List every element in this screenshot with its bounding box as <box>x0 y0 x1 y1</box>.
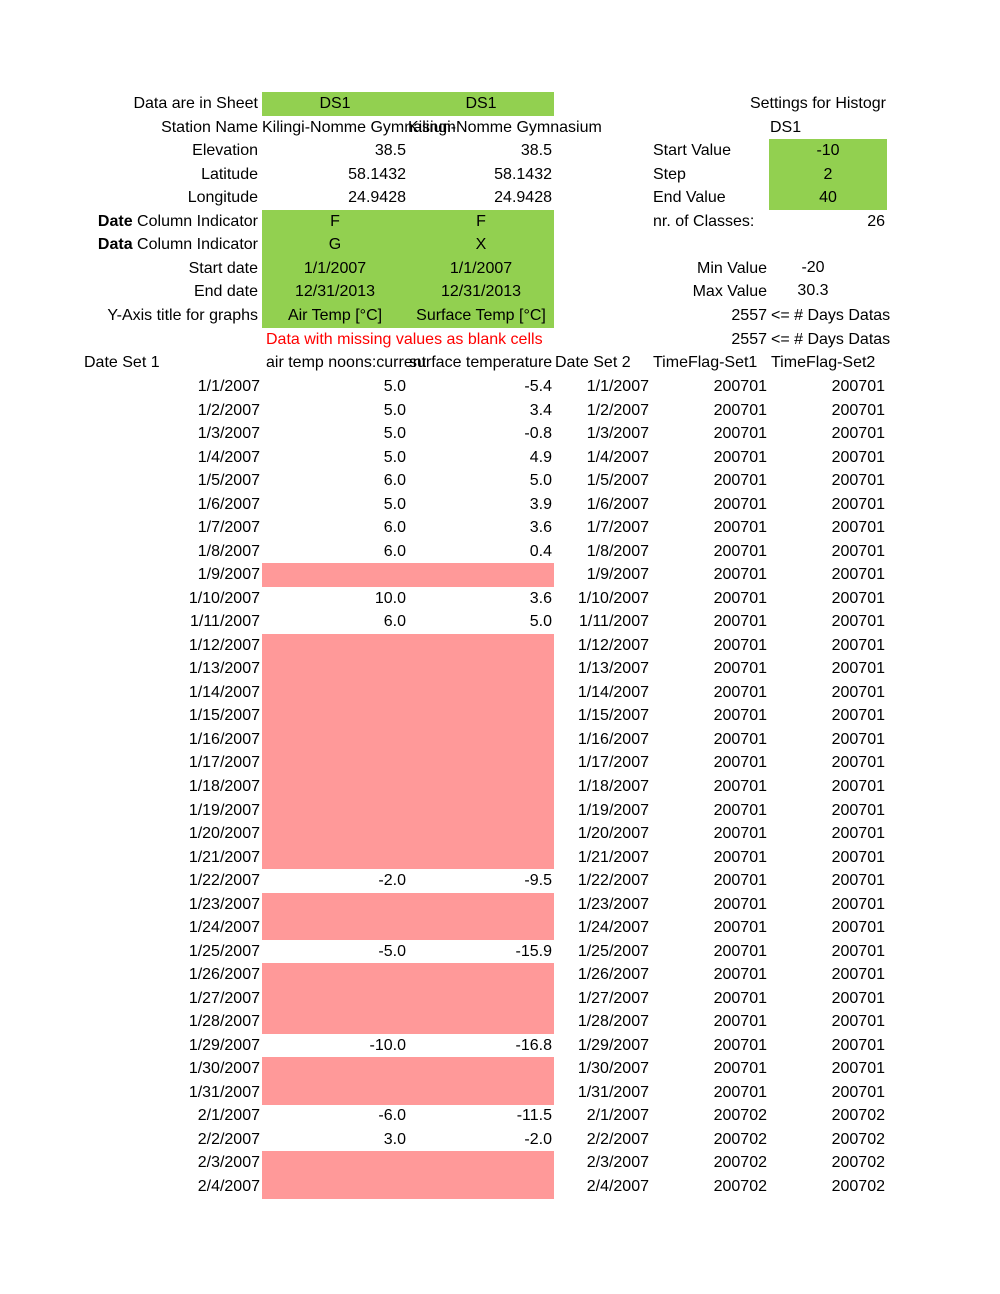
timeflag-set1-cell[interactable]: 200701 <box>713 919 767 937</box>
column-header-air-temp: air temp noons:current <box>266 354 427 371</box>
timeflag-set1-cell[interactable]: 200701 <box>713 825 767 843</box>
air-temp-cell[interactable]: 5.0 <box>383 378 406 395</box>
timeflag-set1-cell[interactable]: 200701 <box>713 378 767 395</box>
timeflag-set2-cell[interactable]: 200701 <box>831 378 885 395</box>
surface-temp-cell[interactable] <box>408 1010 554 1034</box>
timeflag-set1-cell[interactable]: 200701 <box>713 1036 767 1054</box>
timeflag-set2-cell[interactable]: 200701 <box>831 425 885 443</box>
column-header-date-set2: Date Set 2 <box>555 354 631 371</box>
column-header-date-set1: Date Set 1 <box>84 354 160 371</box>
air-temp-cell[interactable]: 5.0 <box>383 495 406 513</box>
label-elevation: Elevation <box>192 142 258 159</box>
set2-date-column-input[interactable]: F <box>408 210 554 234</box>
timeflag-set1-cell[interactable]: 200701 <box>713 848 767 866</box>
timeflag-set1-cell[interactable]: 200701 <box>713 778 767 795</box>
set1-end-date-input[interactable]: 12/31/2013 <box>262 280 408 304</box>
timeflag-set1-cell[interactable]: 200701 <box>713 895 767 913</box>
date-set1-cell[interactable]: 1/25/2007 <box>188 942 260 960</box>
label-end-date: End date <box>193 283 258 300</box>
air-temp-cell[interactable]: 5.0 <box>383 425 406 443</box>
timeflag-set2-cell[interactable]: 200701 <box>831 495 885 513</box>
column-header-surface-temp: surface temperature <box>409 354 553 371</box>
date-set2-cell[interactable]: 1/6/2007 <box>586 495 649 513</box>
timeflag-set1-cell[interactable]: 200701 <box>713 660 767 678</box>
histogram-end-input[interactable]: 40 <box>769 186 887 210</box>
timeflag-set1-cell[interactable]: 200701 <box>713 801 767 819</box>
date-set2-cell[interactable]: 2/3/2007 <box>586 1154 649 1172</box>
date-set2-cell[interactable]: 1/16/2007 <box>577 730 649 748</box>
surface-temp-cell[interactable]: 3.6 <box>529 519 552 537</box>
air-temp-cell[interactable] <box>262 751 408 775</box>
histogram-min-value: -20 <box>801 259 825 276</box>
timeflag-set1-cell[interactable]: 200701 <box>713 1083 767 1101</box>
air-temp-cell[interactable] <box>262 799 408 823</box>
days-count-set2: 2557 <box>731 331 767 348</box>
surface-temp-cell[interactable] <box>408 634 554 658</box>
timeflag-set2-cell[interactable]: 200702 <box>831 1178 885 1196</box>
surface-temp-cell[interactable] <box>408 799 554 823</box>
air-temp-cell[interactable] <box>262 704 408 728</box>
date-set1-cell[interactable]: 1/20/2007 <box>188 825 260 843</box>
air-temp-cell[interactable] <box>262 822 408 846</box>
timeflag-set2-cell[interactable]: 200701 <box>831 1013 885 1031</box>
date-set1-cell[interactable]: 1/28/2007 <box>188 1013 260 1031</box>
timeflag-set1-cell[interactable]: 200701 <box>713 1060 767 1078</box>
date-set2-cell[interactable]: 1/18/2007 <box>577 778 649 795</box>
histogram-step-input[interactable]: 2 <box>769 163 887 187</box>
air-temp-cell[interactable]: -5.0 <box>378 942 406 960</box>
timeflag-set2-cell[interactable]: 200702 <box>831 1130 885 1148</box>
timeflag-set2-cell[interactable]: 200701 <box>831 589 885 607</box>
timeflag-set1-cell[interactable]: 200701 <box>713 989 767 1007</box>
date-set2-cell[interactable]: 2/1/2007 <box>586 1107 649 1125</box>
histogram-min-label: Min Value <box>697 260 767 277</box>
date-set2-cell[interactable]: 1/24/2007 <box>577 919 649 937</box>
timeflag-set2-cell[interactable]: 200701 <box>831 966 885 984</box>
air-temp-cell[interactable] <box>262 963 408 987</box>
set2-station-name[interactable]: Kilingi-Nomme Gymnasium <box>408 119 602 136</box>
timeflag-set2-cell[interactable]: 200701 <box>831 1083 885 1101</box>
date-set2-cell[interactable]: 1/3/2007 <box>586 425 649 443</box>
timeflag-set2-cell[interactable]: 200701 <box>831 542 885 560</box>
days-label-set2: <= # Days Datas <box>771 331 891 348</box>
timeflag-set2-cell[interactable]: 200701 <box>831 1060 885 1078</box>
date-set2-cell[interactable]: 1/14/2007 <box>577 683 649 701</box>
air-temp-cell[interactable]: 10.0 <box>374 589 406 607</box>
surface-temp-cell[interactable] <box>408 751 554 775</box>
date-set2-cell[interactable]: 1/4/2007 <box>586 448 649 466</box>
date-set2-cell[interactable]: 1/19/2007 <box>577 801 649 819</box>
timeflag-set2-cell[interactable]: 200701 <box>831 707 885 725</box>
date-set2-cell[interactable]: 1/13/2007 <box>577 660 649 678</box>
set2-elevation[interactable]: 38.5 <box>520 142 552 159</box>
set2-end-date-input[interactable]: 12/31/2013 <box>408 280 554 304</box>
date-set2-cell[interactable]: 1/20/2007 <box>577 825 649 843</box>
date-set1-cell[interactable]: 1/16/2007 <box>188 730 260 748</box>
date-set1-cell[interactable]: 1/27/2007 <box>188 989 260 1007</box>
surface-temp-cell[interactable]: 3.6 <box>529 589 552 607</box>
date-set1-cell[interactable]: 1/9/2007 <box>197 566 260 584</box>
date-set1-cell[interactable]: 1/31/2007 <box>188 1083 260 1101</box>
timeflag-set1-cell[interactable]: 200701 <box>713 683 767 701</box>
air-temp-cell[interactable] <box>262 893 408 917</box>
air-temp-cell[interactable] <box>262 1175 408 1199</box>
label-longitude: Longitude <box>187 189 258 206</box>
date-set2-cell[interactable]: 1/28/2007 <box>577 1013 649 1031</box>
surface-temp-cell[interactable] <box>408 846 554 870</box>
air-temp-cell[interactable]: 5.0 <box>383 448 406 466</box>
date-set1-cell[interactable]: 1/11/2007 <box>190 613 260 631</box>
timeflag-set2-cell[interactable]: 200701 <box>831 942 885 960</box>
date-set2-cell[interactable]: 1/27/2007 <box>577 989 649 1007</box>
surface-temp-cell[interactable]: 3.4 <box>529 401 552 419</box>
timeflag-set2-cell[interactable]: 200701 <box>831 401 885 419</box>
surface-temp-cell[interactable] <box>408 657 554 681</box>
surface-temp-cell[interactable]: 3.9 <box>529 495 552 513</box>
timeflag-set2-cell[interactable]: 200701 <box>831 636 885 654</box>
timeflag-set2-cell[interactable]: 200701 <box>831 825 885 843</box>
timeflag-set2-cell[interactable]: 200701 <box>831 613 885 631</box>
column-header-timeflag-set2: TimeFlag-Set2 <box>771 354 876 371</box>
air-temp-cell[interactable]: 6.0 <box>383 472 406 490</box>
set1-date-column-input[interactable]: F <box>262 210 408 234</box>
label-data-bold: Data <box>97 236 133 253</box>
date-set1-cell[interactable]: 1/13/2007 <box>188 660 260 678</box>
timeflag-set2-cell[interactable]: 200702 <box>831 1107 885 1125</box>
date-set1-cell[interactable]: 1/18/2007 <box>188 778 260 795</box>
timeflag-set1-cell[interactable]: 200701 <box>713 448 767 466</box>
set1-longitude[interactable]: 24.9428 <box>348 189 406 206</box>
timeflag-set2-cell[interactable]: 200701 <box>831 448 885 466</box>
timeflag-set1-cell[interactable]: 200701 <box>713 707 767 725</box>
date-set1-cell[interactable]: 1/12/2007 <box>188 636 260 654</box>
date-set1-cell[interactable]: 1/4/2007 <box>197 448 260 466</box>
surface-temp-cell[interactable]: -11.5 <box>516 1107 552 1125</box>
timeflag-set1-cell[interactable]: 200701 <box>713 613 767 631</box>
timeflag-set1-cell[interactable]: 200701 <box>713 472 767 490</box>
set1-station-name[interactable]: Kilingi-Nomme Gymnasium <box>262 119 456 136</box>
date-set1-cell[interactable]: 1/5/2007 <box>197 472 260 490</box>
timeflag-set2-cell[interactable]: 200701 <box>831 919 885 937</box>
histogram-step-label: Step <box>653 166 686 183</box>
date-set1-cell[interactable]: 1/26/2007 <box>188 966 260 984</box>
surface-temp-cell[interactable] <box>408 822 554 846</box>
histogram-end-label: End Value <box>653 189 726 206</box>
histogram-max-label: Max Value <box>692 283 767 300</box>
air-temp-cell[interactable] <box>262 1081 408 1105</box>
timeflag-set1-cell[interactable]: 200701 <box>713 730 767 748</box>
set2-sheet-input[interactable]: DS1 <box>408 92 554 116</box>
date-set2-cell[interactable]: 1/1/2007 <box>586 378 649 395</box>
label-date-bold: Date <box>97 213 133 230</box>
date-set2-cell[interactable]: 1/2/2007 <box>586 401 649 419</box>
timeflag-set1-cell[interactable]: 200702 <box>713 1130 767 1148</box>
timeflag-set1-cell[interactable]: 200702 <box>713 1107 767 1125</box>
air-temp-cell[interactable]: 6.0 <box>383 542 406 560</box>
air-temp-cell[interactable] <box>262 1010 408 1034</box>
timeflag-set2-cell[interactable]: 200701 <box>831 989 885 1007</box>
surface-temp-cell[interactable] <box>408 704 554 728</box>
set2-start-date-input[interactable]: 1/1/2007 <box>408 257 554 281</box>
label-station-name: Station Name <box>161 119 258 136</box>
timeflag-set2-cell[interactable]: 200701 <box>831 754 885 772</box>
surface-temp-cell[interactable]: 4.9 <box>529 448 552 466</box>
surface-temp-cell[interactable] <box>408 728 554 752</box>
date-set1-cell[interactable]: 1/7/2007 <box>197 519 260 537</box>
date-set2-cell[interactable]: 1/29/2007 <box>577 1036 649 1054</box>
surface-temp-cell[interactable] <box>408 563 554 587</box>
histogram-max-value: 30.3 <box>797 282 829 299</box>
set2-data-column-input[interactable]: X <box>408 233 554 257</box>
surface-temp-cell[interactable]: -15.9 <box>515 942 552 960</box>
timeflag-set2-cell[interactable]: 200701 <box>831 519 885 537</box>
timeflag-set2-cell[interactable]: 200701 <box>831 895 885 913</box>
date-set2-cell[interactable]: 1/9/2007 <box>586 566 649 584</box>
set1-y-title-input[interactable]: Air Temp [°C] <box>262 304 408 328</box>
date-set1-cell[interactable]: 1/23/2007 <box>188 895 260 913</box>
set1-data-column-input[interactable]: G <box>262 233 408 257</box>
date-set1-cell[interactable]: 1/29/2007 <box>188 1036 260 1054</box>
timeflag-set1-cell[interactable]: 200701 <box>713 1013 767 1031</box>
date-set1-cell[interactable]: 1/6/2007 <box>197 495 260 513</box>
surface-temp-cell[interactable]: -0.8 <box>524 425 552 443</box>
timeflag-set1-cell[interactable]: 200702 <box>713 1154 767 1172</box>
date-set2-cell[interactable]: 1/7/2007 <box>586 519 649 537</box>
air-temp-cell[interactable]: -10.0 <box>369 1036 406 1054</box>
date-set2-cell[interactable]: 1/25/2007 <box>577 942 649 960</box>
date-set1-cell[interactable]: 1/2/2007 <box>197 401 260 419</box>
air-temp-cell[interactable] <box>262 775 408 799</box>
label-date-rest: Column Indicator <box>132 213 258 230</box>
date-set1-cell[interactable]: 1/17/2007 <box>188 754 260 772</box>
histogram-sheet[interactable]: DS1 <box>770 119 802 136</box>
surface-temp-cell[interactable] <box>408 916 554 940</box>
timeflag-set1-cell[interactable]: 200701 <box>713 542 767 560</box>
timeflag-set2-cell[interactable]: 200701 <box>831 848 885 866</box>
date-set1-cell[interactable]: 1/15/2007 <box>188 707 260 725</box>
histogram-classes-value: 26 <box>867 213 885 230</box>
timeflag-set1-cell[interactable]: 200702 <box>713 1178 767 1196</box>
timeflag-set1-cell[interactable]: 200701 <box>713 966 767 984</box>
surface-temp-cell[interactable] <box>408 775 554 799</box>
air-temp-cell[interactable] <box>262 1057 408 1081</box>
date-set1-cell[interactable]: 1/10/2007 <box>188 589 260 607</box>
timeflag-set2-cell[interactable]: 200701 <box>831 730 885 748</box>
air-temp-cell[interactable] <box>262 728 408 752</box>
date-set2-cell[interactable]: 1/31/2007 <box>577 1083 649 1101</box>
date-set1-cell[interactable]: 2/3/2007 <box>197 1154 260 1172</box>
air-temp-cell[interactable]: -2.0 <box>378 872 406 890</box>
date-set1-cell[interactable]: 2/4/2007 <box>197 1178 260 1196</box>
surface-temp-cell[interactable]: 5.0 <box>529 613 552 631</box>
label-date-column-indicator <box>60 210 260 234</box>
date-set1-cell[interactable]: 2/1/2007 <box>197 1107 260 1125</box>
air-temp-cell[interactable]: 5.0 <box>383 401 406 419</box>
date-set1-cell[interactable]: 1/24/2007 <box>188 919 260 937</box>
label-start-date: Start date <box>188 260 258 277</box>
air-temp-cell[interactable] <box>262 916 408 940</box>
days-count-set1: 2557 <box>731 307 767 324</box>
surface-temp-cell[interactable]: 5.0 <box>529 472 552 490</box>
timeflag-set1-cell[interactable]: 200701 <box>713 589 767 607</box>
missing-values-note: Data with missing values as blank cells <box>266 331 543 348</box>
air-temp-cell[interactable]: 3.0 <box>383 1130 406 1148</box>
date-set1-cell[interactable]: 1/21/2007 <box>188 848 260 866</box>
timeflag-set2-cell[interactable]: 200702 <box>831 1154 885 1172</box>
timeflag-set1-cell[interactable]: 200701 <box>713 401 767 419</box>
date-set2-cell[interactable]: 1/30/2007 <box>577 1060 649 1078</box>
date-set2-cell[interactable]: 1/8/2007 <box>586 542 649 560</box>
surface-temp-cell[interactable] <box>408 893 554 917</box>
date-set2-cell[interactable]: 1/5/2007 <box>586 472 649 490</box>
histogram-classes-label: nr. of Classes: <box>653 213 755 230</box>
label-y-axis-title: Y-Axis title for graphs <box>107 307 258 324</box>
surface-temp-cell[interactable] <box>408 987 554 1011</box>
timeflag-set2-cell[interactable]: 200701 <box>831 801 885 819</box>
surface-temp-cell[interactable]: -2.0 <box>524 1130 552 1148</box>
timeflag-set1-cell[interactable]: 200701 <box>713 495 767 513</box>
timeflag-set1-cell[interactable]: 200701 <box>713 942 767 960</box>
surface-temp-cell[interactable] <box>408 1175 554 1199</box>
date-set2-cell[interactable]: 1/12/2007 <box>577 636 649 654</box>
air-temp-cell[interactable] <box>262 681 408 705</box>
label-data-column-indicator <box>60 233 260 257</box>
air-temp-cell[interactable]: 6.0 <box>383 519 406 537</box>
set2-longitude[interactable]: 24.9428 <box>494 189 552 206</box>
date-set1-cell[interactable]: 1/3/2007 <box>197 425 260 443</box>
set1-elevation[interactable]: 38.5 <box>374 142 406 159</box>
timeflag-set1-cell[interactable]: 200701 <box>713 636 767 654</box>
set1-latitude[interactable]: 58.1432 <box>348 166 406 183</box>
surface-temp-cell[interactable] <box>408 963 554 987</box>
air-temp-cell[interactable] <box>262 1151 408 1175</box>
date-set2-cell[interactable]: 1/26/2007 <box>577 966 649 984</box>
date-set1-cell[interactable]: 1/1/2007 <box>197 378 260 395</box>
days-label-set1: <= # Days Datas <box>771 307 891 324</box>
label-latitude: Latitude <box>201 166 258 183</box>
histogram-settings-title: Settings for Histogr <box>749 95 886 112</box>
timeflag-set2-cell[interactable]: 200701 <box>831 778 885 795</box>
date-set2-cell[interactable]: 1/10/2007 <box>577 589 649 607</box>
histogram-start-label: Start Value <box>653 142 731 159</box>
surface-temp-cell[interactable]: -5.4 <box>524 378 552 395</box>
date-set2-cell[interactable]: 2/2/2007 <box>586 1130 649 1148</box>
surface-temp-cell[interactable]: -16.8 <box>515 1036 552 1054</box>
timeflag-set1-cell[interactable]: 200701 <box>713 566 767 584</box>
date-set2-cell[interactable]: 1/17/2007 <box>577 754 649 772</box>
timeflag-set2-cell[interactable]: 200701 <box>831 472 885 490</box>
set2-y-title-input[interactable]: Surface Temp [°C] <box>408 304 554 328</box>
air-temp-cell[interactable] <box>262 657 408 681</box>
surface-temp-cell[interactable]: 0.4 <box>529 542 552 560</box>
date-set1-cell[interactable]: 1/8/2007 <box>197 542 260 560</box>
date-set2-cell[interactable]: 1/23/2007 <box>577 895 649 913</box>
set1-sheet-input[interactable]: DS1 <box>262 92 408 116</box>
surface-temp-cell[interactable]: -9.5 <box>524 872 552 890</box>
timeflag-set2-cell[interactable]: 200701 <box>831 1036 885 1054</box>
label-data-rest: Column Indicator <box>132 236 258 253</box>
date-set1-cell[interactable]: 1/19/2007 <box>188 801 260 819</box>
surface-temp-cell[interactable] <box>408 1151 554 1175</box>
air-temp-cell[interactable] <box>262 563 408 587</box>
set1-start-date-input[interactable]: 1/1/2007 <box>262 257 408 281</box>
date-set1-cell[interactable]: 1/30/2007 <box>188 1060 260 1078</box>
date-set1-cell[interactable]: 1/22/2007 <box>188 872 260 890</box>
column-header-timeflag-set1: TimeFlag-Set1 <box>653 354 758 371</box>
timeflag-set1-cell[interactable]: 200701 <box>713 754 767 772</box>
timeflag-set1-cell[interactable]: 200701 <box>713 425 767 443</box>
set2-latitude[interactable]: 58.1432 <box>494 166 552 183</box>
timeflag-set2-cell[interactable]: 200701 <box>831 660 885 678</box>
date-set2-cell[interactable]: 1/15/2007 <box>577 707 649 725</box>
timeflag-set1-cell[interactable]: 200701 <box>713 519 767 537</box>
air-temp-cell[interactable] <box>262 634 408 658</box>
date-set2-cell[interactable]: 2/4/2007 <box>586 1178 649 1196</box>
surface-temp-cell[interactable] <box>408 1057 554 1081</box>
air-temp-cell[interactable]: 6.0 <box>383 613 406 631</box>
timeflag-set1-cell[interactable]: 200701 <box>713 872 767 890</box>
timeflag-set2-cell[interactable]: 200701 <box>831 566 885 584</box>
air-temp-cell[interactable] <box>262 987 408 1011</box>
date-set1-cell[interactable]: 1/14/2007 <box>188 683 260 701</box>
surface-temp-cell[interactable] <box>408 1081 554 1105</box>
timeflag-set2-cell[interactable]: 200701 <box>831 872 885 890</box>
timeflag-set2-cell[interactable]: 200701 <box>831 683 885 701</box>
date-set2-cell[interactable]: 1/22/2007 <box>577 872 649 890</box>
date-set2-cell[interactable]: 1/21/2007 <box>577 848 649 866</box>
date-set2-cell[interactable]: 1/11/2007 <box>579 613 649 631</box>
surface-temp-cell[interactable] <box>408 681 554 705</box>
label-data-sheet: Data are in Sheet <box>133 95 258 112</box>
histogram-start-input[interactable]: -10 <box>769 139 887 163</box>
air-temp-cell[interactable]: -6.0 <box>378 1107 406 1125</box>
date-set1-cell[interactable]: 2/2/2007 <box>197 1130 260 1148</box>
air-temp-cell[interactable] <box>262 846 408 870</box>
